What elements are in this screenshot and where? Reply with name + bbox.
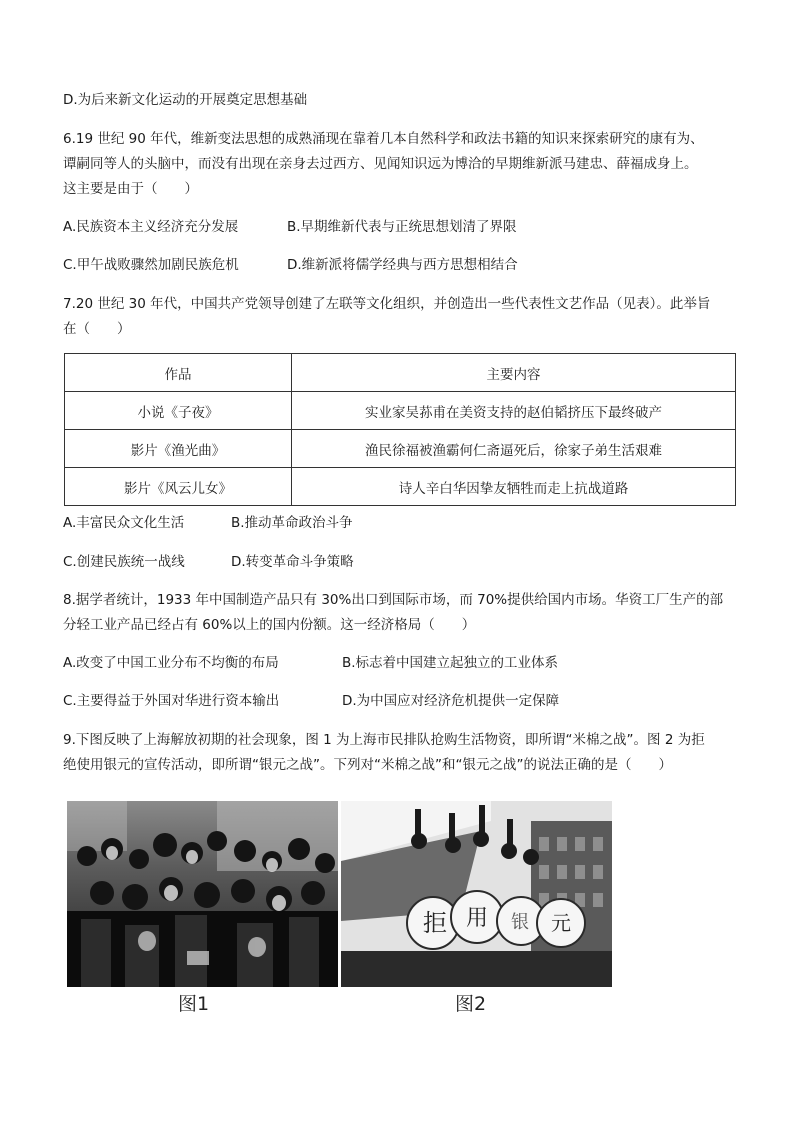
q6-option-c: C.甲午战败骤然加剧民族危机 <box>63 257 239 273</box>
figure-2-photo <box>341 801 612 987</box>
q8-stem-line1: 8.据学者统计，1933 年中国制造产品只有 30%出口到国际市场，而 70%提供给国内市场。华资工厂生产的部 <box>63 592 724 608</box>
q6-stem-line1: 6.19 世纪 90 年代，维新变法思想的成熟涌现在靠着几本自然科学和政法书籍的知识来探索研究的康有为、 <box>63 131 704 147</box>
table-cell: 渔民徐福被渔霸何仁斋逼死后，徐家子弟生活艰难 <box>292 430 736 468</box>
q6-option-b: B.早期维新代表与正统思想划清了界限 <box>287 219 517 235</box>
figure-1-caption: 图1 <box>178 993 210 1015</box>
q6-option-a: A.民族资本主义经济充分发展 <box>63 219 239 235</box>
fig2-sign-char: 用 <box>466 906 489 931</box>
fig2-sign-char: 银 <box>511 912 529 933</box>
table-cell: 影片《风云儿女》 <box>65 468 292 506</box>
q8-option-d: D.为中国应对经济危机提供一定保障 <box>342 693 560 709</box>
q9-stem-line1: 9.下图反映了上海解放初期的社会现象，图 1 为上海市民排队抢购生活物资，即所谓“米棉之战”。图 2 为拒 <box>63 732 705 748</box>
q6-option-d: D.维新派将儒学经典与西方思想相结合 <box>287 257 518 273</box>
q7-stem-line1: 7.20 世纪 30 年代，中国共产党领导创建了左联等文化组织，并创造出一些代表性文艺作品（见表）。此举旨 <box>63 296 711 312</box>
table-header-row <box>65 354 736 392</box>
table-row <box>65 430 736 468</box>
q7-option-c: C.创建民族统一战线 <box>63 554 185 570</box>
table-cell: 影片《渔光曲》 <box>65 430 292 468</box>
table-row <box>65 468 736 506</box>
q7-works-table <box>64 353 736 506</box>
table-row <box>65 392 736 430</box>
figure-1-photo <box>67 801 338 987</box>
q7-option-d: D.转变革命斗争策略 <box>231 554 354 570</box>
table-header-cell: 作品 <box>65 354 292 392</box>
table-cell: 小说《子夜》 <box>65 392 292 430</box>
q8-option-b: B.标志着中国建立起独立的工业体系 <box>342 655 559 671</box>
q7-stem-line2: 在（ ） <box>63 321 131 337</box>
q6-stem-line2: 谭嗣同等人的头脑中，而没有出现在亲身去过西方、见闻知识远为博洽的早期维新派马建忠、薛福成身上。 <box>63 156 698 172</box>
figure-2-caption: 图2 <box>455 993 487 1015</box>
table-cell: 诗人辛白华因挚友牺牲而走上抗战道路 <box>292 468 736 506</box>
fig2-sign-char: 元 <box>551 911 571 935</box>
q9-stem-line2: 绝使用银元的宣传活动，即所谓“银元之战”。下列对“米棉之战”和“银元之战”的说法正确的是（ ） <box>63 757 672 773</box>
q8-option-a: A.改变了中国工业分布不均衡的布局 <box>63 655 279 671</box>
table-header-cell: 主要内容 <box>292 354 736 392</box>
q8-option-c: C.主要得益于外国对华进行资本输出 <box>63 693 280 709</box>
q5-option-d: D.为后来新文化运动的开展奠定思想基础 <box>63 92 308 108</box>
q6-stem-line3: 这主要是由于（ ） <box>63 181 198 197</box>
table-cell: 实业家吴荪甫在美资支持的赵伯韬挤压下最终破产 <box>292 392 736 430</box>
q7-option-b: B.推动革命政治斗争 <box>231 515 353 531</box>
fig2-sign-char: 拒 <box>423 909 447 937</box>
q8-stem-line2: 分轻工业产品已经占有 60%以上的国内份额。这一经济格局（ ） <box>63 617 476 633</box>
q7-option-a: A.丰富民众文化生活 <box>63 515 185 531</box>
